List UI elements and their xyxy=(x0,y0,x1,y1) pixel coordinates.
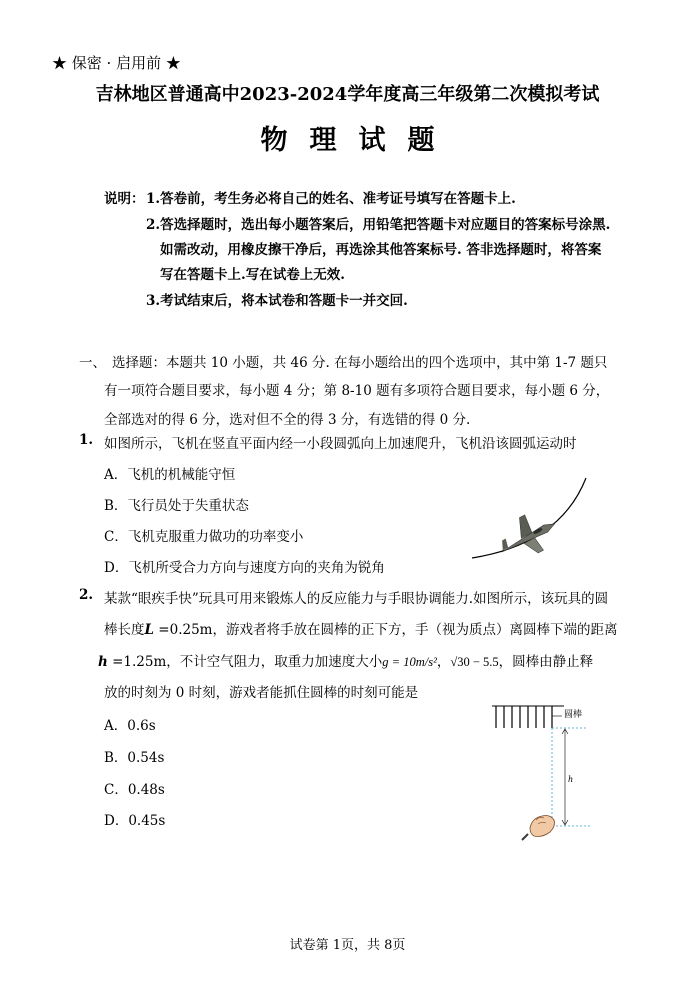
q1-option-c: C．飞机克服重力做功的功率变小 xyxy=(104,529,304,545)
airplane-arc-figure xyxy=(470,474,592,564)
gravity-formula: g = 10m/s² xyxy=(382,655,437,669)
page-title: 物理试题 xyxy=(260,125,457,156)
q2-line-3 xyxy=(98,650,593,670)
q2-option-d: D．0.45s xyxy=(104,813,166,829)
sqrt-formula: √30 − 5.5 xyxy=(450,655,499,669)
rods xyxy=(496,706,552,728)
section-intro-line-2: 有一项符合题目要求，每小题 4 分；第 8-10 题有多项符合题目要求，每小题 6 分， xyxy=(104,383,610,399)
airplane-icon xyxy=(491,504,563,564)
rod-label: 圆棒 xyxy=(564,710,583,720)
section-number: 一、 xyxy=(79,355,106,371)
rod-hand-figure xyxy=(486,702,592,842)
q2-line-2 xyxy=(104,618,617,638)
q2-line-3-sep: ， xyxy=(436,654,451,670)
exam-subtitle: 吉林地区普通高中2023-2024学年度高三年级第二次模拟考试 xyxy=(95,84,600,105)
q2-number: 2. xyxy=(79,587,94,603)
instruction-item-2: 2.答选择题时，选出每小题答案后，用铅笔把答题卡对应题目的答案标号涂黑. xyxy=(146,217,611,233)
var-h: h xyxy=(98,654,108,670)
confidential-mark: ★ 保密 · 启用前 ★ xyxy=(52,54,181,72)
q2-line-2-text-b: =0.25m，游戏者将手放在圆棒的正下方，手（视为质点）离圆棒下端的距离 xyxy=(154,622,618,638)
section-intro-line-1: 选择题：本题共 10 小题，共 46 分. 在每小题给出的四个选项中，其中第 1-7 题只 xyxy=(112,355,608,371)
instruction-item-2-cont: 如需改动，用橡皮擦干净后，再选涂其他答案标号. 答非选择题时，将答案 xyxy=(160,242,602,258)
q1-option-b: B．飞行员处于失重状态 xyxy=(104,498,249,514)
q2-line-1: 某款“眼疾手快”玩具可用来锻炼人的反应能力与手眼协调能力.如图所示，该玩具的圆 xyxy=(104,591,609,607)
q2-line-3-text-b: ，圆棒由静止释 xyxy=(498,654,594,670)
q2-option-c: C．0.48s xyxy=(104,782,165,798)
q2-line-3-text-a: =1.25m，不计空气阻力，取重力加速度大小 xyxy=(107,654,383,670)
instruction-item-2-cont2: 写在答题卡上.写在试卷上无效. xyxy=(160,267,345,283)
instruction-item-1: 1.答卷前，考生务必将自己的姓名、准考证号填写在答题卡上. xyxy=(146,191,516,207)
q1-option-a: A．飞机的机械能守恒 xyxy=(104,467,236,483)
instruction-item-3: 3.考试结束后，将本试卷和答题卡一并交回. xyxy=(146,293,408,309)
q1-stem: 如图所示，飞机在竖直平面内经一小段圆弧向上加速爬升，飞机沿该圆弧运动时 xyxy=(104,436,577,452)
q2-option-a: A．0.6s xyxy=(104,718,156,734)
hand-icon xyxy=(522,816,555,841)
page-footer: 试卷第 1页，共 8页 xyxy=(289,938,406,953)
h-label: h xyxy=(568,775,574,784)
q1-option-d: D．飞机所受合力方向与速度方向的夹角为锐角 xyxy=(104,560,385,576)
var-l: L xyxy=(144,622,154,638)
section-intro-line-3: 全部选对的得 6 分，选对但不全的得 3 分，有选错的得 0 分. xyxy=(104,412,471,428)
q2-line-2-text-a: 棒长度 xyxy=(104,622,145,638)
q1-number: 1. xyxy=(79,432,94,448)
q2-line-4: 放的时刻为 0 时刻，游戏者能抓住圆棒的时刻可能是 xyxy=(104,685,419,701)
instructions-lead: 说明： xyxy=(104,191,145,207)
q2-option-b: B．0.54s xyxy=(104,750,165,766)
